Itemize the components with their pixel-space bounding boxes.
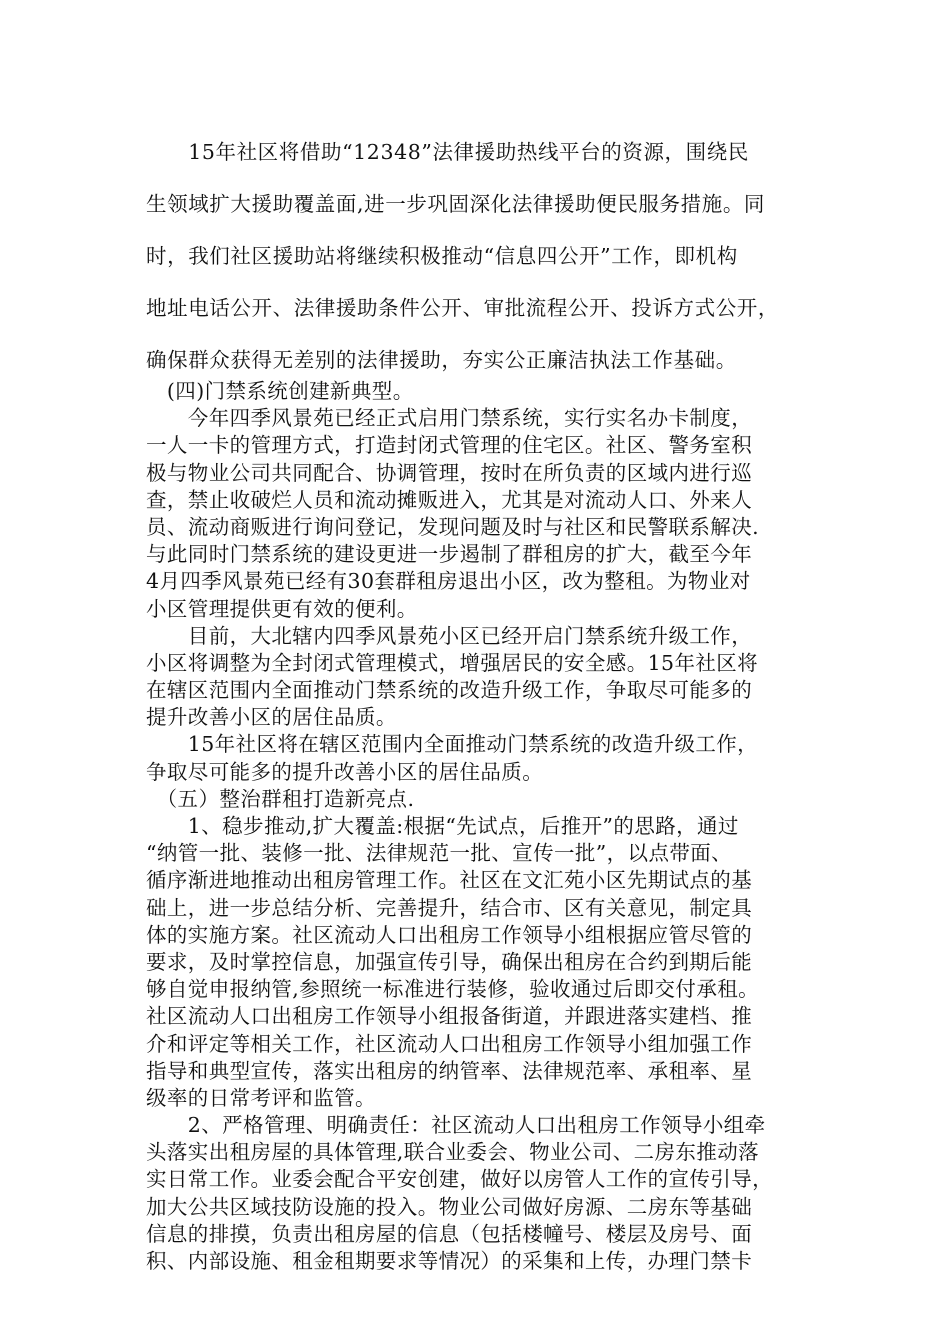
- text-line: 生领域扩大援助覆盖面,进一步巩固深化法律援助便民服务措施。同: [146, 192, 766, 216]
- text-line: 加大公共区域技防设施的投入。物业公司做好房源、二房东等基础: [146, 1194, 753, 1219]
- text-line: 介和评定等相关工作，社区流动人口出租房工作领导小组加强工作: [146, 1031, 753, 1056]
- text-line: 头落实出租房屋的具体管理,联合业委会、物业公司、二房东推动落: [146, 1140, 760, 1165]
- text-line: 时，我们社区援助站将继续积极推动“信息四公开”工作，即机构: [146, 244, 738, 268]
- text-line: 查，禁止收破烂人员和流动摊贩进入，尤其是对流动人口、外来人: [146, 487, 753, 512]
- text-line: 2、严格管理、明确责任：社区流动人口出租房工作领导小组牵: [146, 1113, 766, 1138]
- text-line: 地址电话公开、法律援助条件公开、审批流程公开、投诉方式公开，: [146, 296, 779, 320]
- text-line: 确保群众获得无差别的法律援助，夯实公正廉洁执法工作基础。: [146, 348, 737, 372]
- text-line: 要求，及时掌控信息，加强宣传引导，确保出租房在合约到期后能: [146, 949, 753, 974]
- text-line: 4月四季风景苑已经有30套群租房退出小区，改为整租。为物业对: [146, 569, 751, 594]
- text-line: 信息的排摸，负责出租房屋的信息（包括楼幢号、楼层及房号、面: [146, 1221, 753, 1246]
- text-line: 15年社区将借助“12348”法律援助热线平台的资源，围绕民: [146, 140, 749, 164]
- text-line: 积、内部设施、租金租期要求等情况）的采集和上传，办理门禁卡: [146, 1249, 753, 1273]
- text-line: 指导和典型宣传，落实出租房的纳管率、法律规范率、承租率、星: [146, 1058, 753, 1083]
- text-line: “纳管一批、装修一批、法律规范一批、宣传一批”，以点带面、: [146, 841, 733, 866]
- text-line: 级率的日常考评和监管。: [146, 1085, 376, 1110]
- text-line: 提升改善小区的居住品质。: [146, 705, 397, 730]
- text-line: 今年四季风景苑已经正式启用门禁系统，实行实名办卡制度，: [146, 406, 753, 431]
- text-line: 在辖区范围内全面推动门禁系统的改造升级工作，争取尽可能多的: [146, 678, 753, 703]
- text-line: 员、流动商贩进行询问登记，发现问题及时与社区和民警联系解决.: [146, 514, 760, 539]
- text-line: 15年社区将在辖区范围内全面推动门禁系统的改造升级工作，: [146, 732, 759, 757]
- text-line: 小区管理提供更有效的便利。: [146, 596, 418, 621]
- text-line: 争取尽可能多的提升改善小区的居住品质。: [146, 759, 544, 784]
- body-text: [146, 378, 811, 1275]
- text-line: 体的实施方案。社区流动人口出租房工作领导小组根据应管尽管的: [146, 922, 753, 947]
- text-line: 极与物业公司共同配合、协调管理，按时在所负责的区域内进行巡: [146, 460, 753, 485]
- text-line: 1、稳步推动,扩大覆盖:根据“先试点，后推开”的思路，通过: [146, 814, 739, 838]
- text-line: 小区将调整为全封闭式管理模式，增强居民的安全感。15年社区将: [146, 650, 759, 675]
- intro-paragraph: [146, 142, 811, 402]
- text-line: 实日常工作。业委会配合平安创建，做好以房管人工作的宣传引导，: [146, 1167, 773, 1192]
- text-line: 够自觉申报纳管,参照统一标准进行装修，验收通过后即交付承租。: [146, 977, 760, 1002]
- text-line: 目前，大北辖内四季风景苑小区已经开启门禁系统升级工作，: [146, 623, 753, 648]
- text-line: 社区流动人口出租房工作领导小组报备街道，并跟进落实建档、推: [146, 1004, 753, 1029]
- text-line: 与此同时门禁系统的建设更进一步遏制了群租房的扩大，截至今年: [146, 542, 753, 567]
- section-heading: (四)门禁系统创建新典型。: [146, 379, 414, 403]
- section-heading: （五）整治群租打造新亮点.: [146, 786, 415, 811]
- text-line: 础上，进一步总结分析、完善提升，结合市、区有关意见，制定具: [146, 895, 753, 920]
- text-line: 一人一卡的管理方式，打造封闭式管理的住宅区。社区、警务室积: [146, 433, 753, 458]
- text-line: 循序渐进地推动出租房管理工作。社区在文汇苑小区先期试点的基: [146, 868, 753, 893]
